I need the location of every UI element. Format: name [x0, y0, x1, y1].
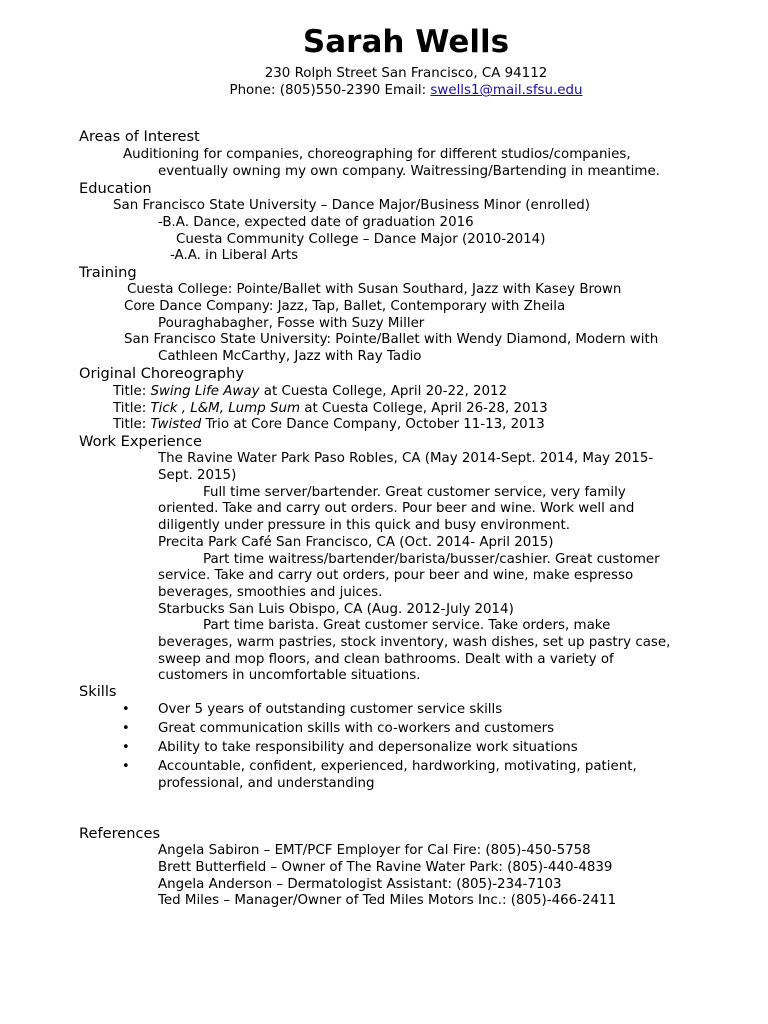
- work-line: The Ravine Water Park Paso Robles, CA (May 2014-Sept. 2014, May 2015-: [158, 451, 654, 466]
- training-line: Cathleen McCarthy, Jazz with Ray Tadio: [158, 349, 422, 364]
- bullet-marker: •: [122, 759, 130, 774]
- choreography-work-title: Swing Life Away: [150, 384, 260, 399]
- interest-line: Auditioning for companies, choreographing for different studios/companies,: [123, 147, 631, 162]
- training-line: Cuesta College: Pointe/Ballet with Susan Southard, Jazz with Kasey Brown: [127, 282, 622, 297]
- section-title-choreography: Original Choreography: [79, 365, 245, 382]
- education-line: -B.A. Dance, expected date of graduation 2016: [158, 215, 474, 230]
- skill-item: Ability to take responsibility and depersonalize work situations: [158, 740, 578, 755]
- section-title-work: Work Experience: [79, 433, 202, 450]
- choreography-item: [113, 383, 507, 400]
- choreography-details: Trio at Core Dance Company, October 11-13, 2013: [201, 417, 545, 432]
- interest-line: eventually owning my own company. Waitressing/Bartending in meantime.: [158, 164, 660, 179]
- reference-item: Angela Anderson – Dermatologist Assistant: (805)-234-7103: [158, 877, 562, 892]
- bullet-marker: •: [122, 740, 130, 755]
- skill-item: Great communication skills with co-workers and customers: [158, 721, 555, 736]
- work-line: Sept. 2015): [158, 468, 237, 483]
- reference-item: Angela Sabiron – EMT/PCF Employer for Cal Fire: (805)-450-5758: [158, 843, 591, 858]
- work-line: Full time server/bartender. Great customer service, very family: [203, 485, 626, 500]
- reference-item: Brett Butterfield – Owner of The Ravine Water Park: (805)-440-4839: [158, 860, 613, 875]
- resume-name: Sarah Wells: [302, 24, 510, 60]
- work-line: service. Take and carry out orders, pour beer and wine, make espresso: [158, 568, 634, 583]
- section-title-education: Education: [79, 180, 152, 197]
- choreography-prefix: Title:: [113, 417, 151, 432]
- work-line: Part time barista. Great customer service. Take orders, make: [203, 618, 611, 633]
- work-line: sweep and mop floors, and clean bathrooms. Dealt with a variety of: [158, 652, 614, 667]
- choreography-prefix: Title:: [113, 384, 151, 399]
- work-line: Precita Park Café San Francisco, CA (Oct. 2014- April 2015): [158, 535, 554, 550]
- choreography-work-title: Tick , L&M, Lump Sum: [150, 401, 301, 416]
- section-title-training: Training: [79, 264, 137, 281]
- training-line: Pouraghabagher, Fosse with Suzy Miller: [158, 316, 425, 331]
- contact-line: [0, 82, 768, 99]
- work-line: customers in uncomfortable situations.: [158, 668, 421, 683]
- bullet-marker: •: [122, 721, 130, 736]
- choreography-details: at Cuesta College, April 20-22, 2012: [259, 384, 508, 399]
- work-line: oriented. Take and carry out orders. Pour beer and wine. Work well and: [158, 501, 635, 516]
- section-title-interest: Areas of Interest: [79, 128, 200, 145]
- reference-item: Ted Miles – Manager/Owner of Ted Miles Motors Inc.: (805)-466-2411: [158, 893, 617, 908]
- skill-item: Accountable, confident, experienced, hardworking, motivating, patient,: [158, 759, 637, 774]
- education-line: Cuesta Community College – Dance Major (2010-2014): [176, 232, 546, 247]
- choreography-work-title: Twisted: [150, 417, 202, 432]
- choreography-details: at Cuesta College, April 26-28, 2013: [300, 401, 548, 416]
- choreography-item: [113, 400, 548, 417]
- work-line: beverages, smoothies and juices.: [158, 585, 383, 600]
- work-line: Part time waitress/bartender/barista/busser/cashier. Great customer: [203, 552, 660, 567]
- work-line: beverages, warm pastries, stock inventory, wash dishes, set up pastry case,: [158, 635, 671, 650]
- section-title-skills: Skills: [79, 683, 117, 700]
- skill-item: Over 5 years of outstanding customer service skills: [158, 702, 503, 717]
- training-line: San Francisco State University: Pointe/Ballet with Wendy Diamond, Modern with: [124, 332, 659, 347]
- phone-text: Phone: (805)550-2390 Email:: [229, 83, 431, 98]
- section-title-references: References: [79, 825, 161, 842]
- choreography-prefix: Title:: [113, 401, 151, 416]
- bullet-marker: •: [122, 702, 130, 717]
- education-line: San Francisco State University – Dance Major/Business Minor (enrolled): [113, 198, 591, 213]
- work-line: Starbucks San Luis Obispo, CA (Aug. 2012-July 2014): [158, 602, 514, 617]
- choreography-item: [113, 416, 545, 433]
- work-line: diligently under pressure in this quick and busy environment.: [158, 518, 570, 533]
- training-line: Core Dance Company: Jazz, Tap, Ballet, Contemporary with Zheila: [124, 299, 566, 314]
- address-line: 230 Rolph Street San Francisco, CA 94112: [264, 66, 548, 81]
- education-line: -A.A. in Liberal Arts: [170, 248, 299, 263]
- email-link[interactable]: swells1@mail.sfsu.edu: [430, 83, 583, 98]
- skill-item-continued: professional, and understanding: [158, 776, 375, 791]
